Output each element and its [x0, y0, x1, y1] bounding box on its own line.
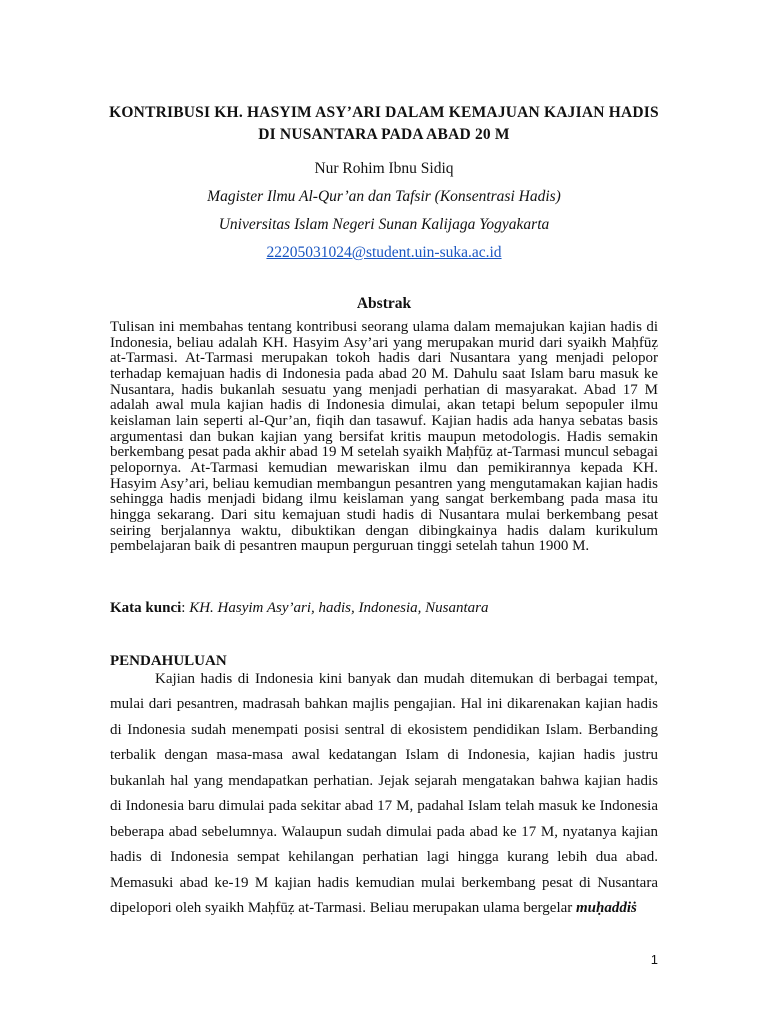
abstract-heading: Abstrak — [356, 295, 412, 312]
introduction-body — [110, 667, 658, 922]
introduction-paragraph — [110, 667, 658, 922]
keywords-label: Kata kunci — [110, 600, 182, 616]
email-link[interactable]: 22205031024@student.uin-suka.ac.id — [266, 244, 502, 261]
introduction-term: muḥaddiṡ — [576, 900, 637, 917]
page-number: 1 — [650, 952, 658, 967]
abstract-paragraph: Tulisan ini membahas tentang kontribusi seorang ulama dalam memajukan kajian hadis di Indonesia, beliau adalah KH. Hasyim Asy’ari yang merupakan murid dari syaikh Maḥfūẓ at-Tarmasi. At-Tarmasi merupakan tokoh hadis dari Nusantara yang menjadi pelopor terhadap kemajuan hadis di Indonesia pada abad 20 M. Dahulu saat Islam baru masuk ke Nusantara, hadis bukanlah sesuatu yang menjadi perhatian di masyarakat. Abad 17 M adalah awal mula kajian hadis di Indonesia dimulai, akan tetapi belum sepopuler ilmu keislaman lain seperti al-Qur’an, fiqih dan tasawuf. Kajian hadis ada hanya sebatas basis argumentasi dan bukan kajian yang bersifat kritis maupun metodologis. Hadis semakin berkembang pesat pada akhir abad 19 M setelah syaikh Maḥfūẓ at-Tarmasi muncul sebagai pelopornya. At-Tarmasi kemudian mewariskan ilmu dan pemikirannya kepada KH. Hasyim Asy’ari, beliau kemudian membangun pesantren yang mengutamakan kajian hadis sehingga hadis menjadi bidang ilmu keislaman yang sangat berkembang pada masa itu hingga sekarang. Dari situ kemajuan studi hadis di Nusantara mulai berkembang pesat seiring berjalannya waktu, dibuktikan dengan dibingkainya hadis dalam kurikulum pembelajaran baik di pesantren maupun perguruan tinggi setelah tahun 1900 M. — [110, 319, 658, 555]
keywords — [110, 598, 658, 618]
introduction-text: Kajian hadis di Indonesia kini banyak dan mudah ditemukan di berbagai tempat, mulai dari pesantren, madrasah bahkan majlis pengajian. Hal ini dikarenakan kajian hadis di Indonesia sudah menempati posisi sentral di ekosistem pendidikan Islam. Berbanding terbalik dengan masa-masa awal kedatangan Islam di Indonesia, kajian hadis justru bukanlah hal yang mendapatkan perhatian. Jejak sejarah mengatakan bahwa kajian hadis di Indonesia baru dimulai pada sekitar abad 17 M, padahal Islam telah masuk ke Indonesia beberapa abad sebelumnya. Walaupun sudah dimulai pada abad ke 17 M, nyatanya kajian hadis di Indonesia sempat kehilangan perhatian lagi hingga kurang lebih dua abad. Memasuki abad ke-19 M kajian hadis kemudian mulai berkembang pesat di Nusantara dipelopori oleh syaikh Maḥfūẓ at-Tarmasi. Beliau merupakan ulama bergelar — [110, 671, 658, 917]
author-name: Nur Rohim Ibnu Sidiq — [314, 160, 454, 177]
abstract-body — [110, 320, 658, 555]
section-heading-introduction: PENDAHULUAN — [110, 653, 227, 669]
paper-title-line-1: KONTRIBUSI KH. HASYIM ASY’ARI DALAM KEMAJUAN KAJIAN HADIS — [109, 104, 659, 121]
author-email — [100, 242, 668, 264]
keywords-separator: : — [181, 600, 190, 616]
keywords-values: KH. Hasyim Asy’ari, hadis, Indonesia, Nusantara — [189, 600, 489, 616]
paper-title-line-2: DI NUSANTARA PADA ABAD 20 M — [258, 126, 510, 143]
author-university: Universitas Islam Negeri Sunan Kalijaga Yogyakarta — [218, 216, 550, 233]
author-program: Magister Ilmu Al-Qur’an dan Tafsir (Konsentrasi Hadis) — [207, 188, 561, 205]
